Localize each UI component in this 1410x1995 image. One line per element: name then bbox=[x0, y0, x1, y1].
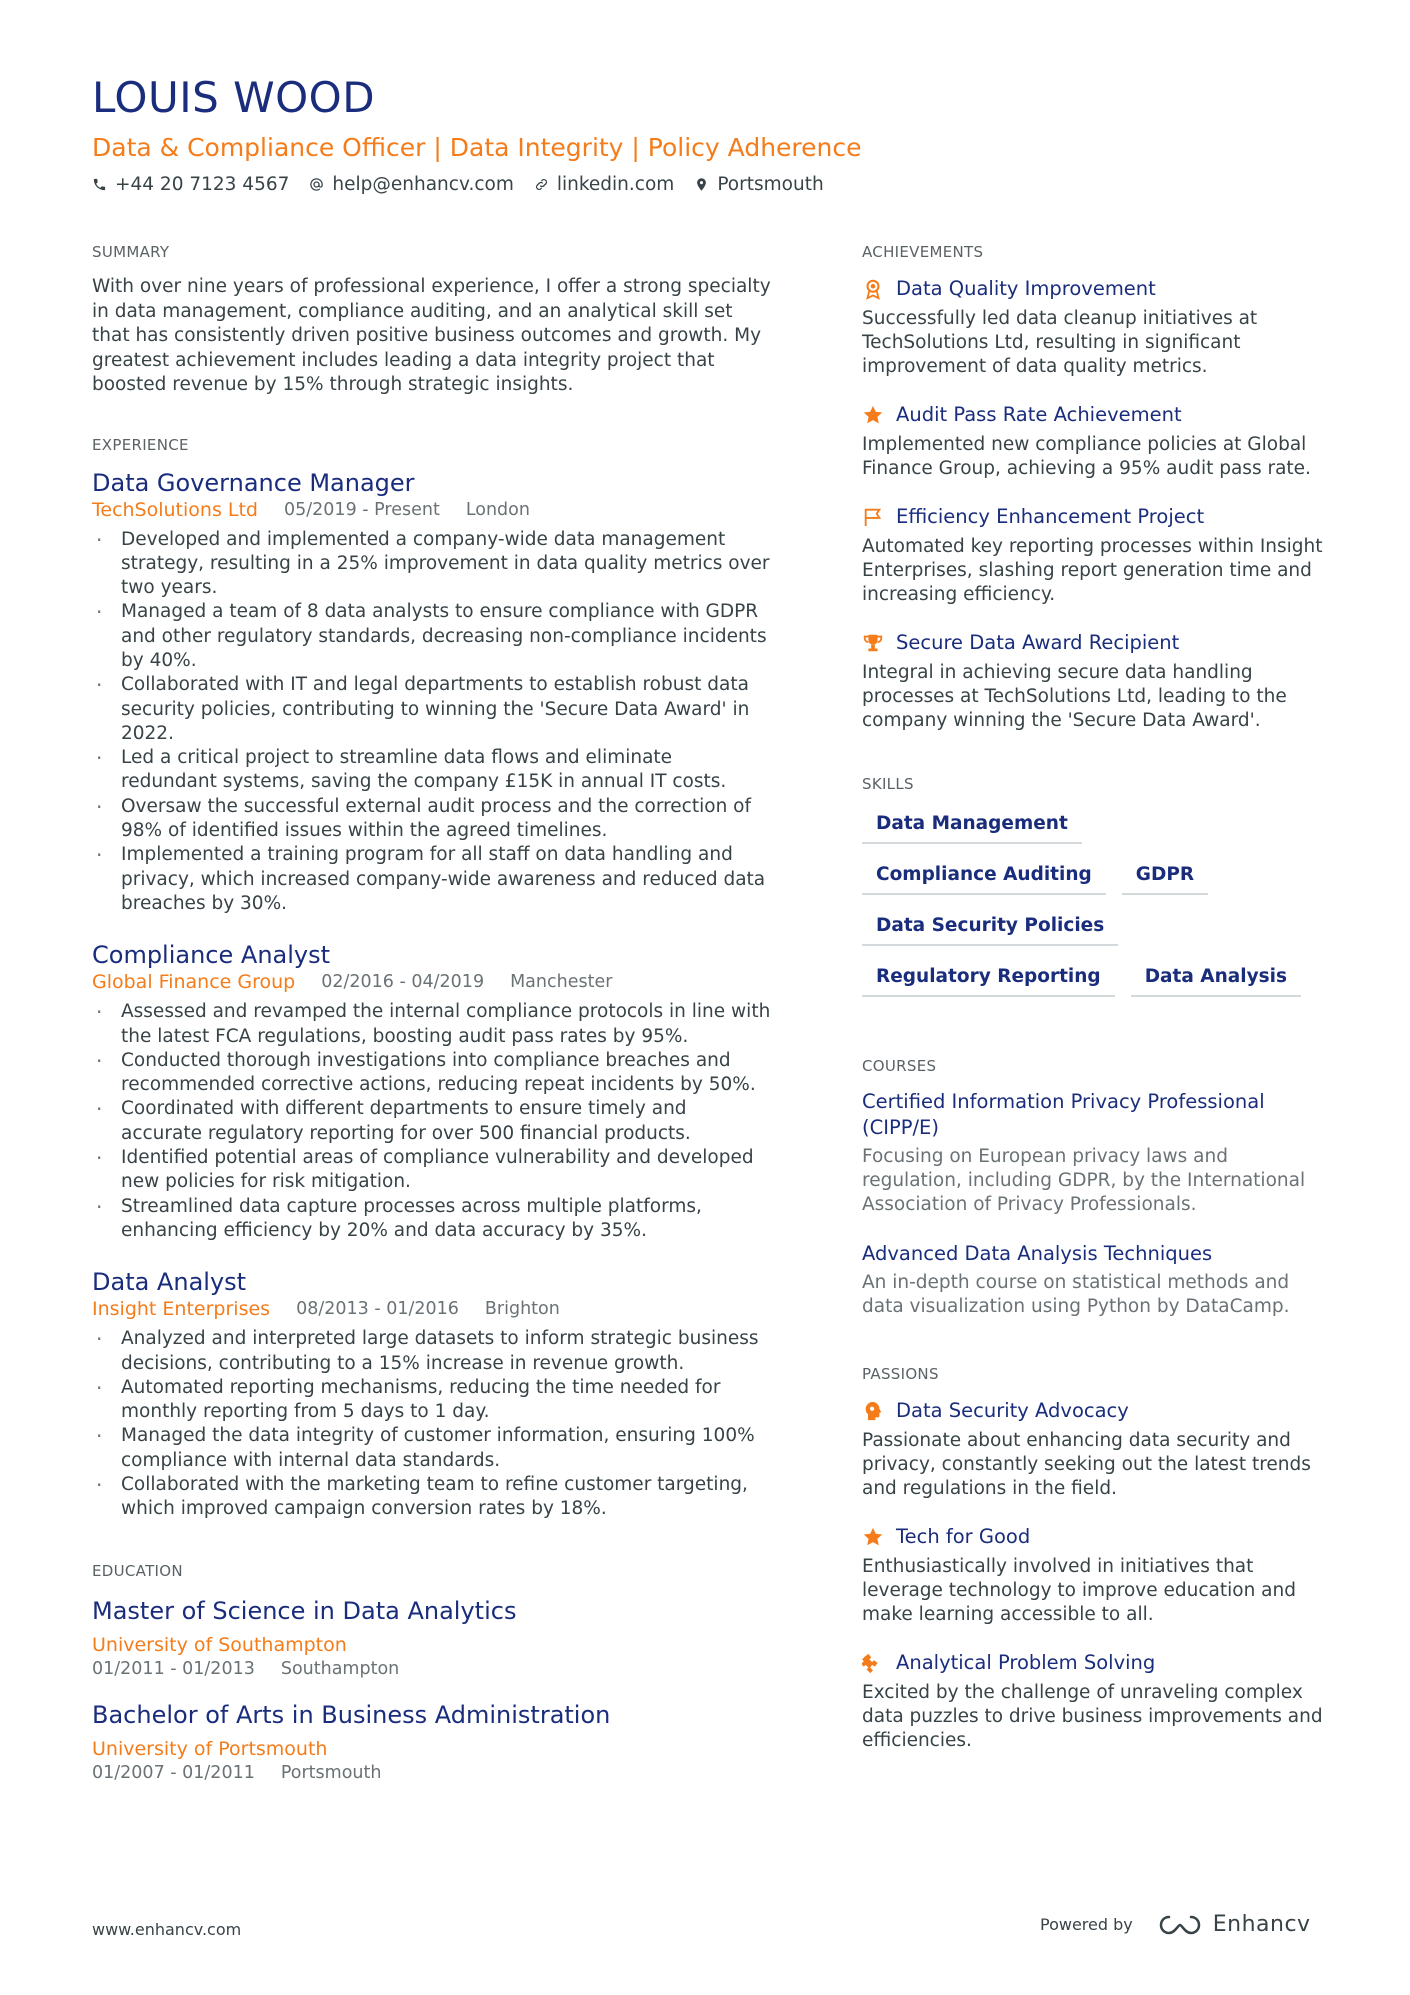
job-meta bbox=[92, 1297, 772, 1321]
bullet: · Identified potential areas of compliance vulnerability and developed new policies for risk mitigation. bbox=[92, 1146, 772, 1195]
head-idea-icon bbox=[862, 1400, 884, 1422]
enhancv-logo-icon bbox=[1157, 1913, 1203, 1937]
bullet: · Automated reporting mechanisms, reducing the time needed for monthly reporting from 5 days to 1 day. bbox=[92, 1376, 772, 1425]
education-dates: 01/2011 - 01/2013 bbox=[92, 1658, 255, 1679]
puzzle-icon bbox=[862, 1652, 884, 1674]
course-desc: An in-depth course on statistical methods and data visualization using Python by DataCamp. bbox=[862, 1272, 1290, 1317]
star-icon bbox=[862, 404, 884, 426]
job-title: Data Analyst bbox=[92, 1268, 247, 1297]
headline: Data & Compliance Officer | Data Integrity | Policy Adherence bbox=[92, 133, 862, 162]
company-name: Insight Enterprises bbox=[92, 1298, 271, 1321]
company-name: Global Finance Group bbox=[92, 971, 296, 994]
course-title: Advanced Data Analysis Techniques bbox=[862, 1242, 1213, 1265]
trophy-icon bbox=[862, 632, 884, 654]
section-title: SUMMARY bbox=[92, 243, 170, 261]
education-meta bbox=[92, 1658, 772, 1680]
skill-tag: GDPR bbox=[1122, 858, 1208, 895]
job-title: Data Governance Manager bbox=[92, 468, 415, 497]
course-item bbox=[862, 1089, 1332, 1217]
skills-section bbox=[862, 775, 1332, 997]
school-name: University of Portsmouth bbox=[92, 1737, 328, 1760]
contact-phone[interactable] bbox=[92, 174, 289, 195]
achievement-item bbox=[862, 275, 1332, 379]
passion-item bbox=[862, 1649, 1332, 1753]
section-title: EDUCATION bbox=[92, 1561, 183, 1580]
experience-section bbox=[92, 436, 772, 1522]
enhancv-logo[interactable] bbox=[1157, 1912, 1311, 1937]
education-entry bbox=[92, 1698, 772, 1784]
phone-text: +44 20 7123 4567 bbox=[115, 174, 290, 195]
email-text: help@enhancv.com bbox=[332, 174, 514, 195]
job-meta bbox=[92, 498, 772, 522]
award-ribbon-icon bbox=[862, 278, 884, 300]
achievement-desc: Automated key reporting processes within Insight Enterprises, slashing report generation time and increasing efficiency. bbox=[862, 536, 1323, 605]
powered-by-label: Powered by bbox=[1040, 1915, 1133, 1934]
achievement-item bbox=[862, 401, 1332, 481]
achievement-desc: Implemented new compliance policies at Global Finance Group, achieving a 95% audit pass rate. bbox=[862, 434, 1311, 479]
job-entry bbox=[92, 468, 772, 917]
education-location: Southampton bbox=[280, 1658, 400, 1679]
contact-linkedin[interactable] bbox=[534, 174, 674, 195]
bullet: · Collaborated with the marketing team to refine customer targeting, which improved campaign conversion rates by 18%. bbox=[92, 1473, 772, 1522]
section-title: ACHIEVEMENTS bbox=[862, 243, 984, 261]
passion-desc: Enthusiastically involved in initiatives that leverage technology to improve education and make learning accessible to all. bbox=[862, 1556, 1296, 1625]
passion-title: Data Security Advocacy bbox=[896, 1399, 1129, 1422]
bullet: · Managed the data integrity of customer information, ensuring 100% compliance with internal data standards. bbox=[92, 1424, 772, 1473]
job-location: Brighton bbox=[484, 1299, 560, 1320]
bullet: · Led a critical project to streamline data flows and eliminate redundant systems, saving the company £15K in annual IT costs. bbox=[92, 746, 772, 795]
job-entry bbox=[92, 1267, 772, 1521]
left-column bbox=[92, 243, 772, 1822]
achievements-section bbox=[862, 243, 1332, 733]
achievement-title: Secure Data Award Recipient bbox=[896, 631, 1180, 654]
linkedin-text: linkedin.com bbox=[556, 174, 675, 195]
job-bullets bbox=[92, 1327, 772, 1521]
achievement-item bbox=[862, 629, 1332, 733]
education-section bbox=[92, 1562, 772, 1784]
resume-header bbox=[92, 72, 1318, 195]
job-dates: 05/2019 - Present bbox=[284, 499, 440, 520]
courses-section bbox=[862, 1057, 1332, 1319]
education-dates: 01/2007 - 01/2011 bbox=[92, 1762, 255, 1783]
job-meta bbox=[92, 970, 772, 994]
company-name: TechSolutions Ltd bbox=[92, 498, 258, 521]
education-entry bbox=[92, 1594, 772, 1680]
skill-tag: Data Analysis bbox=[1131, 960, 1301, 997]
bullet: · Implemented a training program for all staff on data handling and privacy, which increased company-wide awareness and reduced data breaches by 30%. bbox=[92, 843, 772, 916]
passions-section bbox=[862, 1365, 1332, 1753]
course-title: Certified Information Privacy Professional (CIPP/E) bbox=[862, 1090, 1265, 1139]
bullet: · Analyzed and interpreted large datasets to inform strategic business decisions, contributing to a 15% increase in revenue growth. bbox=[92, 1327, 772, 1376]
footer-branding bbox=[1040, 1912, 1311, 1937]
passion-desc: Passionate about enhancing data security and privacy, constantly seeking out the latest trends and regulations in the field. bbox=[862, 1430, 1311, 1499]
link-icon bbox=[534, 177, 549, 192]
bullet: · Conducted thorough investigations into compliance breaches and recommended corrective actions, reducing repeat incidents by 50%. bbox=[92, 1049, 772, 1098]
achievement-title: Data Quality Improvement bbox=[896, 277, 1156, 300]
skill-tag: Regulatory Reporting bbox=[862, 960, 1115, 997]
bullet: · Developed and implemented a company-wide data management strategy, resulting in a 25% improvement in data quality metrics over two years. bbox=[92, 528, 772, 601]
flag-icon bbox=[862, 506, 884, 528]
achievement-desc: Successfully led data cleanup initiatives at TechSolutions Ltd, resulting in significant improvement of data quality metrics. bbox=[862, 308, 1258, 377]
degree: Master of Science in Data Analytics bbox=[92, 1596, 517, 1625]
school-name: University of Southampton bbox=[92, 1633, 347, 1656]
passion-item bbox=[862, 1523, 1332, 1627]
degree: Bachelor of Arts in Business Administration bbox=[92, 1700, 611, 1729]
achievement-desc: Integral in achieving secure data handling processes at TechSolutions Ltd, leading to the company winning the 'Secure Data Award'. bbox=[862, 662, 1287, 731]
bullet: · Assessed and revamped the internal compliance protocols in line with the latest FCA regulations, boosting audit pass rates by 95%. bbox=[92, 1000, 772, 1049]
at-icon bbox=[309, 177, 324, 192]
skill-tag: Data Security Policies bbox=[862, 909, 1118, 946]
section-title: COURSES bbox=[862, 1057, 937, 1075]
job-entry bbox=[92, 940, 772, 1243]
bullet: · Coordinated with different departments to ensure timely and accurate regulatory reporting for over 500 financial products. bbox=[92, 1097, 772, 1146]
skill-tag: Data Management bbox=[862, 807, 1082, 844]
phone-icon bbox=[92, 177, 107, 192]
section-title: PASSIONS bbox=[862, 1365, 939, 1383]
location-pin-icon bbox=[694, 177, 709, 192]
job-bullets bbox=[92, 1000, 772, 1243]
education-meta bbox=[92, 1762, 772, 1784]
bullet: · Oversaw the successful external audit process and the correction of 98% of identified issues within the agreed timelines. bbox=[92, 795, 772, 844]
brand-name: Enhancv bbox=[1212, 1912, 1311, 1937]
achievement-title: Efficiency Enhancement Project bbox=[896, 505, 1205, 528]
bullet: · Managed a team of 8 data analysts to ensure compliance with GDPR and other regulatory standards, decreasing non-compliance incidents by 40%. bbox=[92, 600, 772, 673]
passion-item bbox=[862, 1397, 1332, 1501]
contact-row bbox=[92, 174, 1318, 195]
passion-title: Tech for Good bbox=[896, 1525, 1031, 1548]
job-dates: 02/2016 - 04/2019 bbox=[321, 972, 485, 993]
passion-title: Analytical Problem Solving bbox=[896, 1651, 1156, 1674]
job-dates: 08/2013 - 01/2016 bbox=[296, 1299, 459, 1320]
contact-location bbox=[694, 174, 823, 195]
right-column bbox=[862, 243, 1332, 1791]
achievement-title: Audit Pass Rate Achievement bbox=[896, 403, 1182, 426]
footer-website[interactable]: www.enhancv.com bbox=[92, 1920, 242, 1939]
section-title: EXPERIENCE bbox=[92, 435, 189, 454]
candidate-name: LOUIS WOOD bbox=[92, 73, 376, 122]
summary-text: With over nine years of professional experience, I offer a strong specialty in data management, compliance auditing, and an analytical skill set that has consistently driven positive business outcomes and growth. My greatest achievement includes leading a data integrity project that boosted revenue by 15% through strategic insights. bbox=[92, 276, 771, 395]
bullet: · Streamlined data capture processes across multiple platforms, enhancing efficiency by 20% and data accuracy by 35%. bbox=[92, 1195, 772, 1244]
job-location: London bbox=[465, 499, 530, 520]
passion-desc: Excited by the challenge of unraveling complex data puzzles to drive business improvements and efficiencies. bbox=[862, 1682, 1323, 1751]
star-icon bbox=[862, 1526, 884, 1548]
job-title: Compliance Analyst bbox=[92, 941, 331, 970]
summary-section bbox=[92, 243, 772, 398]
course-desc: Focusing on European privacy laws and regulation, including GDPR, by the International Association of Privacy Professionals. bbox=[862, 1146, 1306, 1215]
contact-email[interactable] bbox=[309, 174, 513, 195]
job-location: Manchester bbox=[510, 972, 613, 993]
achievement-item bbox=[862, 503, 1332, 607]
course-item bbox=[862, 1241, 1332, 1319]
bullet: · Collaborated with IT and legal departments to establish robust data security policies, contributing to winning the 'Secure Data Award' in 2022. bbox=[92, 673, 772, 746]
skill-tag: Compliance Auditing bbox=[862, 858, 1106, 895]
job-bullets bbox=[92, 528, 772, 917]
section-title: SKILLS bbox=[862, 775, 914, 793]
location-text: Portsmouth bbox=[717, 174, 824, 195]
education-location: Portsmouth bbox=[280, 1762, 382, 1783]
skills-list bbox=[862, 807, 1332, 997]
